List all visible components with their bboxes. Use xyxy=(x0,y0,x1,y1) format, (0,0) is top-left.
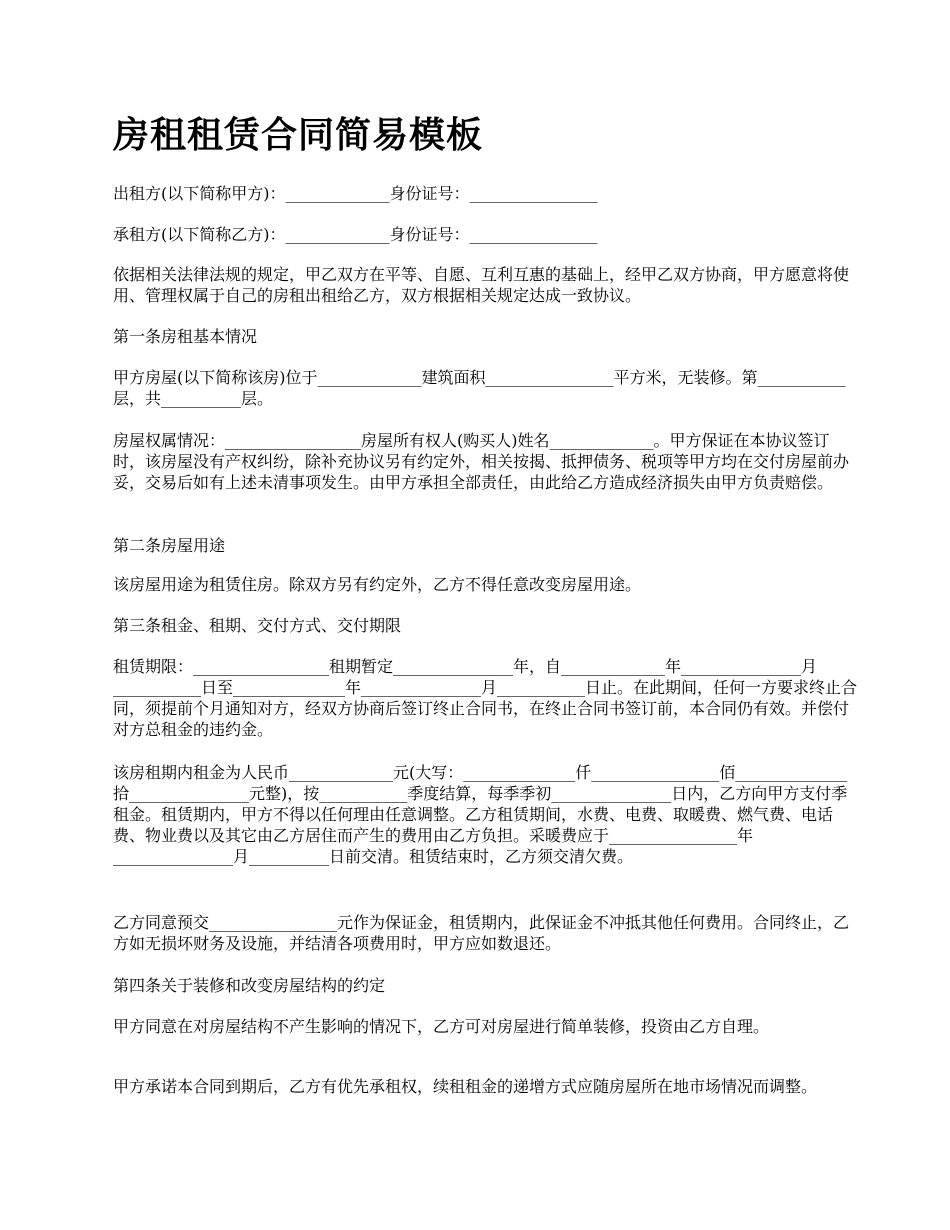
renewal-paragraph: 甲方承诺本合同到期后，乙方有优先承租权，续租租金的递增方式应随房屋所在地市场情况而调整。 xyxy=(113,1077,818,1096)
usage-paragraph: 该房屋用途为租赁住房。除双方另有约定外，乙方不得任意改变房屋用途。 xyxy=(113,575,642,594)
rent-paragraph: 该房租期内租金为人民币_____________元(大写：______________仟________________佰______________拾_______________元整)，按___________季度结算，每季季初_______________日内，乙方向甲方支付季租金。租赁期内，甲方不得以任何理由任意调整。乙方租赁期间，水费、电费、取暖费、燃气费、电话费、物业费以及其它由乙方居住而产生的费用由乙方负担。采暖费应于________________年_______________月__________日前交清。租赁结束时，乙方须交清欠费。 xyxy=(113,763,848,866)
lessee-line: 承租方(以下简称乙方)：_____________身份证号：________________ xyxy=(113,225,598,244)
lease-term-paragraph: 租赁期限：_________________租期暂定_______________年，自_____________年_______________月___________日至______________年_______________月___________日止。在此期间，任何一方要求终止合同，须提前个月通知对方，经双方协商后签订终止合同书，在终止合同书签订前，本合同仍有效。并偿付对方总租金的违约金。 xyxy=(113,657,858,739)
section-heading: 第二条房屋用途 xyxy=(113,536,226,555)
decoration-paragraph: 甲方同意在对房屋结构不产生影响的情况下，乙方可对房屋进行简单装修，投资由乙方自理。 xyxy=(113,1017,770,1036)
section-heading: 第四条关于装修和改变房屋结构的约定 xyxy=(113,976,386,995)
section-heading: 第三条租金、租期、交付方式、交付期限 xyxy=(113,616,402,635)
house-location-paragraph: 甲方房屋(以下简称该房)位于_____________建筑面积________________平方米，无装修。第___________层，共__________层。 xyxy=(113,368,846,408)
page-title: 房租租赁合同简易模板 xyxy=(113,115,484,156)
section-heading: 第一条房租基本情况 xyxy=(113,327,258,346)
lessor-line: 出租方(以下简称甲方)：_____________身份证号：________________ xyxy=(113,184,598,203)
ownership-paragraph: 房屋权属情况：_________________房屋所有权人(购买人)姓名_____________。甲方保证在本协议签订时，该房屋没有产权纠纷，除补充协议另有约定外，相关按揭、抵押债务、税项等甲方均在交付房屋前办妥，交易后如有上述未清事项发生。由甲方承担全部责任，由此给乙方造成经济损失由甲方负责赔偿。 xyxy=(113,431,850,492)
deposit-paragraph: 乙方同意预交________________元作为保证金，租赁期内，此保证金不冲抵其他任何费用。合同终止，乙方如无损坏财务及设施，并结清各项费用时，甲方应如数退还。 xyxy=(113,913,850,953)
intro-paragraph: 依据相关法律法规的规定，甲乙双方在平等、自愿、互利互惠的基础上，经甲乙双方协商，甲方愿意将使用、管理权属于自己的房租出租给乙方，双方根据相关规定达成一致协议。 xyxy=(113,265,850,305)
